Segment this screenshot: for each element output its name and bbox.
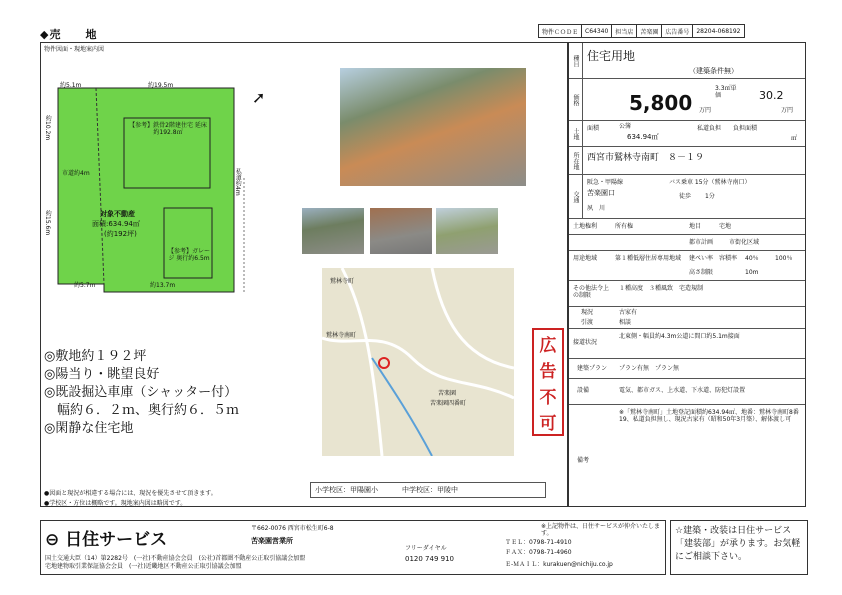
license-1: 国土交通大臣（14）第2282号 (一社)不動産協会会員 (公社)首都圏不動産公正取引協議会加盟 [45,555,306,562]
north-arrow-icon: ➚ [252,88,266,107]
land-category: 宅地 [719,223,732,230]
area-label: 面積 [587,125,600,132]
land-category-label: 地目 [689,223,702,230]
row-status [569,307,805,329]
zoning-label: 用途地域 [573,255,598,262]
property-label: 対象不動産 [100,210,135,218]
dim-left-top: 約10.2m [44,115,52,141]
photo-2 [370,208,432,254]
dim-bottom-left: 約5.7m [74,282,96,289]
dim-bottom: 約13.7m [150,282,176,289]
restrictions: １種高度 ３種風致 宅造規制 [619,285,704,292]
dim-left-bottom: 約15.6m [44,210,52,236]
dim-top-left: 約5.1m [60,82,82,89]
freedial-label: フリーダイヤル [405,545,447,552]
setback-label: 負担面積 [733,125,758,132]
road-left: 市道約4m [62,170,90,177]
feature-item: ◎陽当り・眺望良好 [44,367,160,382]
row-plan [569,359,805,379]
code-label: 物件ＣＯＤＥ [539,25,582,37]
row-remarks [569,405,805,508]
row-road [569,329,805,359]
station2: 夙 川 [587,205,606,212]
feature-item: ◎閑静な住宅地 [44,421,134,436]
map-place-1: 鷲林寺南町 [326,332,357,339]
coverage: 40％ [745,255,759,262]
ad-number-label: 広告番号 [662,25,693,37]
school-district: 小学校区： 甲陽園小 中学校区： 甲陵中 [310,482,546,498]
area-label: 面積:634.94㎡ [92,220,140,228]
land-right: 所有権 [615,223,634,230]
road-label: 接道状況 [573,339,598,346]
remarks: ※「鷲林寺南町」土地登記面積約634.94㎡、地番：鷲林寺南町8番19、私道負担無し、現況古家有（昭和50年3月築）、解体渡し可 [619,409,799,424]
facility-label: 設備 [577,387,590,394]
row-price: 価格 5,800 万円 3.3㎡単価 30.2 万円 [569,79,805,121]
property-table [568,42,806,507]
map-place-2: 苦楽園 [438,390,457,397]
station: 苦楽園口 [587,189,615,197]
unit-price-unit: 万円 [781,107,794,114]
ad-prohibited-badge: 広 告 不 可 [532,328,564,436]
ad-number-value: 28204-068192 [696,27,741,35]
fax: ＦＡＸ：0798-71-4960 [505,549,572,556]
land-right-label: 土地権利 [573,223,598,230]
page-title: ◆売 地 [40,28,98,41]
email: Ｅ-ＭＡＩＬ：kurakuen@nichiju.co.jp [505,561,613,568]
tsubo-label: (約192坪) [104,230,137,238]
condition: （建築条件無） [689,67,738,75]
map-label: 物件図面・現地案内図 [44,46,105,53]
row-traffic: 交通 阪急・甲陽線 バス乗車 15分（鷲林寺南口） 苦楽園口 徒歩 1分 夙 川 [569,175,805,219]
row-city-plan [569,235,805,251]
row-address: 所在地 西宮市鷲林寺南町 ８－１９ [569,147,805,175]
photo-1 [302,208,364,254]
map-place-4: 苦楽園四番町 [430,400,467,407]
row-rights [569,219,805,235]
plan: プラン有無 プラン無 [619,365,680,372]
zoning: 第１種低層住居専用地域 [615,255,682,262]
dim-top: 約19.5m [148,82,174,89]
coverage-label: 建ぺい率 [689,255,714,262]
row-land: 土地 面積 公簿 634.94㎡ 私道負担 負担面積 ㎡ [569,121,805,147]
feature-item: ◎敷地約１９２坪 [44,349,147,364]
city-plan-label: 都市計画 [689,239,714,246]
unit-price-label: 3.3㎡単価 [715,85,737,100]
map-place-3: 鷲林寺町 [330,278,355,285]
row-facility [569,379,805,405]
bus: バス乗車 15分（鷲林寺南口） [669,179,751,186]
private-road-label: 私道負担 [697,125,722,132]
far-label: 容積率 [719,255,738,262]
site-plan [44,78,280,294]
walk: 1分 [705,193,715,200]
address: 西宮市鷲林寺南町 ８－１９ [587,153,705,163]
remarks-label: 備考 [577,457,590,464]
store-label: 担当店 [612,25,637,37]
freedial: 0120 749 910 [405,555,454,563]
area-sub: 公簿 [619,123,632,130]
code-strip [538,24,745,38]
footer-address: 〒662-0076 西宮市松生町6-8 [251,525,334,532]
status-label: 現況 [581,309,594,316]
row-type: 種目 住宅用地 （建築条件無） [569,43,805,79]
road-right: 私道約4m [234,168,242,196]
garage-label: 【参考】ガレージ 奥行約6.5m [167,248,210,263]
height: 10m [745,269,759,276]
footer [40,520,666,575]
company-logo: ⊖ 日住サービス [45,530,168,550]
code-value: C64340 [582,25,612,37]
restrictions-label: その他法令上の制限 [573,285,610,300]
photo-3 [436,208,498,254]
type-value: 住宅用地 [587,49,636,63]
store-value: 苦楽園 [637,25,662,37]
note-1: ●図面と現況が相違する場合には、現況を優先させて頂きます。 [44,490,217,497]
area-map [322,268,514,456]
row-zoning [569,251,805,281]
features-list [44,348,239,438]
feature-item: ◎既設掘込車庫（シャッター付） [44,385,238,400]
setback-value: ㎡ [791,135,798,142]
status: 古家有 [619,309,638,316]
facility: 電気、都市ガス、上水道、下水道、防犯灯設置 [619,387,746,394]
small-note: ※上記物件は、日住サービスが仲介いたします。 [541,523,661,538]
area-value: 634.94㎡ [627,133,659,141]
logo-icon: ⊖ [45,530,60,550]
price: 5,800 [629,91,693,115]
delivery-label: 引渡 [581,319,594,326]
house-label: 【参考】鉄骨2階建住宅 延床約192.8㎡ [129,122,207,137]
height-label: 高さ制限 [689,269,714,276]
note-2: ●学校区・方位は概略です。現地案内図は略図です。 [44,500,187,507]
unit-price: 30.2 [759,89,784,102]
construction-box: ☆建築・改装は日住サービス「建装部」が承ります。お気軽にご相談下さい。 [670,520,808,575]
tel: ＴＥＬ：0798-71-4910 [505,539,572,546]
main-photo [340,68,526,186]
road: 北東側・幅員約4.3m公道に間口約5.1m接面 [619,333,740,340]
walk-label: 徒歩 [679,193,692,200]
row-restrictions [569,281,805,307]
city-plan: 市街化区域 [729,239,760,246]
license-2: 宅地建物取引業保証協会会員 (一社)近畿地区不動産公正取引協議会加盟 [45,563,242,570]
branch: 苦楽園営業所 [251,537,293,545]
price-unit: 万円 [699,107,712,114]
feature-item: 幅約６．２ｍ、奥行約６．５ｍ [44,403,240,418]
plan-label: 建築プラン [577,365,608,372]
far: 100％ [775,255,793,262]
delivery: 相談 [619,319,632,326]
line: 阪急・甲陽線 [587,179,624,186]
